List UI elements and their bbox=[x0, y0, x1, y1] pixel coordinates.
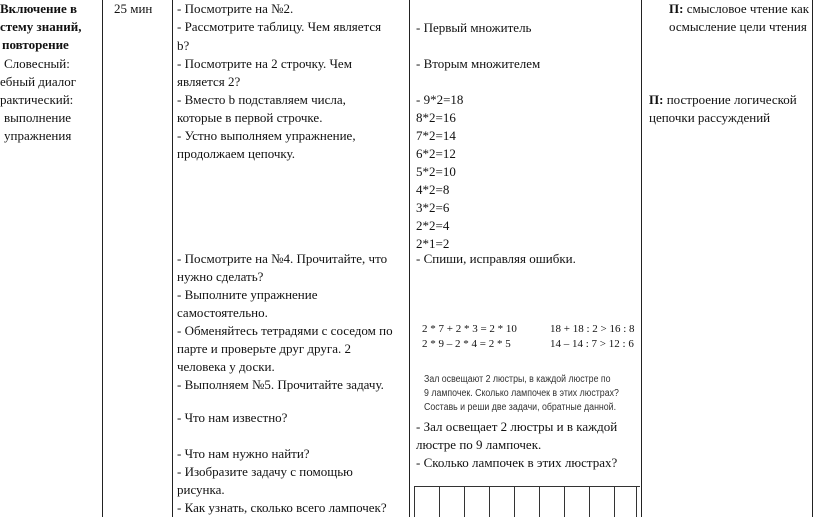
student-line: - Сколько лампочек в этих люстрах? bbox=[416, 455, 618, 470]
stage-line: выполнение bbox=[4, 110, 72, 125]
teacher-line: - Посмотрите на 2 строчку. Чем bbox=[177, 56, 352, 71]
teacher-line: - Выполните упражнение bbox=[177, 287, 318, 302]
column-border bbox=[102, 0, 103, 517]
teacher-line: которые в первой строчке. bbox=[177, 110, 323, 125]
column-border bbox=[812, 0, 813, 517]
equation: 2 * 7 + 2 * 3 = 2 * 10 bbox=[422, 323, 517, 335]
stage-line: ебный диалог bbox=[0, 74, 77, 89]
teacher-line: - Как узнать, сколько всего лампочек? bbox=[177, 500, 387, 515]
column-border bbox=[172, 0, 173, 517]
stage-line: упражнения bbox=[4, 128, 72, 143]
chain-line: 8*2=16 bbox=[416, 110, 456, 125]
task-image-line: Составь и реши две задачи, обратные данной. bbox=[424, 402, 617, 413]
teacher-line: продолжаем цепочку. bbox=[177, 146, 295, 161]
teacher-line: самостоятельно. bbox=[177, 305, 268, 320]
uud-line: П: построение логической bbox=[649, 92, 797, 107]
teacher-line: - Выполняем №5. Прочитайте задачу. bbox=[177, 377, 384, 392]
chain-line: 2*2=4 bbox=[416, 218, 450, 233]
student-line: - Вторым множителем bbox=[416, 56, 541, 71]
task-image-line: Зал освещают 2 люстры, в каждой люстре по bbox=[424, 374, 611, 385]
teacher-line: - Рассмотрите таблицу. Чем является bbox=[177, 19, 382, 34]
chain-line: 7*2=14 bbox=[416, 128, 456, 143]
equation: 18 + 18 : 2 > 16 : 8 bbox=[550, 323, 635, 335]
chain-line: 4*2=8 bbox=[416, 182, 450, 197]
stage-line: Включение в bbox=[0, 1, 78, 16]
teacher-line: - Что нам известно? bbox=[177, 410, 288, 425]
chain-line: 6*2=12 bbox=[416, 146, 456, 161]
uud-line: П: смысловое чтение как bbox=[669, 1, 810, 16]
teacher-line: - Обменяйтесь тетрадями с соседом по bbox=[177, 323, 393, 338]
student-line: - Зал освещает 2 люстры и в каждой bbox=[416, 419, 618, 434]
teacher-line: - Вместо b подставляем числа, bbox=[177, 92, 346, 107]
student-line: люстре по 9 лампочек. bbox=[416, 437, 542, 452]
task-image-line: 9 лампочек. Сколько лампочек в этих люстрах? bbox=[424, 388, 619, 399]
teacher-line: - Устно выполняем упражнение, bbox=[177, 128, 356, 143]
teacher-line: b? bbox=[177, 38, 190, 53]
stage-line: Словесный: bbox=[4, 56, 70, 71]
equation: 14 – 14 : 7 > 12 : 6 bbox=[550, 338, 634, 350]
chain-line: 3*2=6 bbox=[416, 200, 450, 215]
chain-line: 5*2=10 bbox=[416, 164, 456, 179]
stage-line: повторение bbox=[2, 37, 69, 52]
student-line: - Первый множитель bbox=[416, 20, 532, 35]
stage-line: стему знаний, bbox=[0, 19, 82, 34]
column-border bbox=[641, 0, 642, 517]
stage-line: рактический: bbox=[0, 92, 74, 107]
teacher-line: - Что нам нужно найти? bbox=[177, 446, 310, 461]
chain-line: - 9*2=18 bbox=[416, 92, 464, 107]
chain-line: 2*1=2 bbox=[416, 236, 450, 251]
time-cell: 25 мин bbox=[114, 1, 153, 16]
drawing-grid bbox=[414, 486, 640, 517]
teacher-line: человека у доски. bbox=[177, 359, 275, 374]
column-border bbox=[409, 0, 410, 517]
teacher-line: нужно сделать? bbox=[177, 269, 264, 284]
teacher-line: - Изобразите задачу с помощью bbox=[177, 464, 353, 479]
teacher-line: является 2? bbox=[177, 74, 241, 89]
teacher-line: парте и проверьте друг друга. 2 bbox=[177, 341, 351, 356]
uud-line: цепочки рассуждений bbox=[649, 110, 771, 125]
uud-line: осмысление цели чтения bbox=[669, 19, 807, 34]
teacher-line: - Посмотрите на №2. bbox=[177, 1, 294, 16]
equation: 2 * 9 – 2 * 4 = 2 * 5 bbox=[422, 338, 511, 350]
student-line: - Спиши, исправляя ошибки. bbox=[416, 251, 576, 266]
teacher-line: рисунка. bbox=[177, 482, 225, 497]
teacher-line: - Посмотрите на №4. Прочитайте, что bbox=[177, 251, 388, 266]
